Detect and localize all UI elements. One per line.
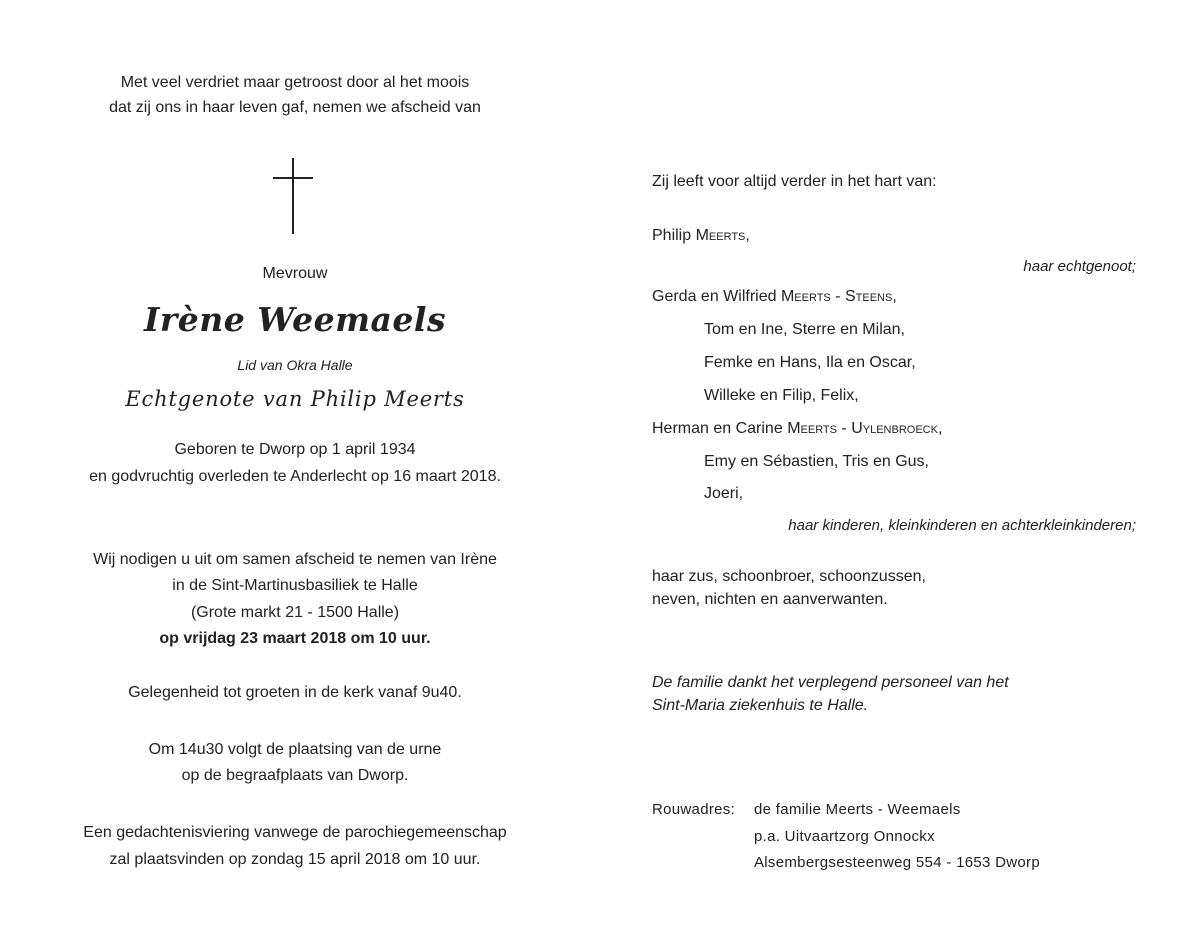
thanks-line-2: Sint-Maria ziekenhuis te Halle. bbox=[652, 697, 869, 714]
family-1-suffix: , bbox=[892, 288, 897, 305]
family-2-last-names: Meerts - Uylenbroeck bbox=[787, 420, 938, 437]
membership: Lid van Okra Halle bbox=[237, 357, 353, 373]
greeting-line: Gelegenheid tot groeten in de kerk vanaf 9u40. bbox=[128, 684, 462, 701]
family-1-first-names: Gerda en Wilfried bbox=[652, 288, 777, 305]
address-line: Alsembergsesteenweg 554 - 1653 Dworp bbox=[754, 854, 1040, 871]
family-heading: Zij leeft voor altijd verder in het hart van: bbox=[652, 173, 937, 190]
memorial-line-1: Een gedachtenisviering vanwege de parochiegemeenschap bbox=[83, 824, 507, 841]
urn-line-1: Om 14u30 volgt de plaatsing van de urne bbox=[148, 741, 442, 758]
address-line: de familie Meerts - Weemaels bbox=[754, 801, 961, 818]
children-role: haar kinderen, kleinkinderen en achterkleinkinderen; bbox=[788, 517, 1136, 534]
invitation-line-4: op vrijdag 23 maart 2018 om 10 uur. bbox=[159, 630, 431, 647]
memorial-line-2: zal plaatsvinden op zondag 15 april 2018 om 10 uur. bbox=[109, 851, 481, 868]
deceased-name: Irène Weemaels bbox=[143, 300, 447, 339]
family-2-first-names: Herman en Carine bbox=[652, 420, 783, 437]
death-line: en godvruchtig overleden te Anderlecht op 16 maart 2018. bbox=[89, 468, 501, 485]
husband-name bbox=[652, 227, 750, 245]
urn-line-2: op de begraafplaats van Dworp. bbox=[181, 767, 409, 784]
family-1-last-names: Meerts - Steens bbox=[780, 288, 893, 305]
address-line: p.a. Uitvaartzorg Onnockx bbox=[754, 828, 935, 845]
invitation-line-1: Wij nodigen u uit om samen afscheid te nemen van Irène bbox=[93, 551, 497, 568]
family-1-kids-line: Tom en Ine, Sterre en Milan, bbox=[704, 321, 905, 338]
invitation-line-3: (Grote markt 21 - 1500 Halle) bbox=[190, 604, 400, 621]
spouse-line: Echtgenote van Philip Meerts bbox=[125, 387, 465, 411]
title-prefix: Mevrouw bbox=[262, 265, 328, 282]
relatives-line-2: neven, nichten en aanverwanten. bbox=[652, 591, 888, 608]
birth-line: Geboren te Dworp op 1 april 1934 bbox=[174, 441, 416, 458]
husband-first-name: Philip bbox=[652, 227, 692, 244]
address-label: Rouwadres: bbox=[652, 801, 736, 818]
intro-line-1: Met veel verdriet maar getroost door al het moois bbox=[120, 74, 470, 91]
family-1-kids-line: Femke en Hans, Ila en Oscar, bbox=[704, 354, 916, 371]
husband-role: haar echtgenoot; bbox=[1023, 258, 1136, 275]
husband-suffix: , bbox=[745, 227, 750, 244]
invitation-line-2: in de Sint-Martinusbasiliek te Halle bbox=[172, 577, 418, 594]
family-2-kids-line: Joeri, bbox=[704, 485, 744, 502]
family-2-kids-line: Emy en Sébastien, Tris en Gus, bbox=[704, 453, 929, 470]
intro-line-2: dat zij ons in haar leven gaf, nemen we afscheid van bbox=[109, 99, 481, 116]
relatives-line-1: haar zus, schoonbroer, schoonzussen, bbox=[652, 568, 926, 585]
family-1-kids-line: Willeke en Filip, Felix, bbox=[704, 387, 859, 404]
family-2-suffix: , bbox=[937, 420, 943, 437]
thanks-line-1: De familie dankt het verplegend personeel van het bbox=[652, 674, 1009, 691]
cross-icon bbox=[60, 158, 530, 234]
family-2-parents bbox=[652, 420, 942, 438]
husband-last-name: Meerts bbox=[695, 227, 746, 244]
family-1-parents bbox=[652, 288, 897, 306]
